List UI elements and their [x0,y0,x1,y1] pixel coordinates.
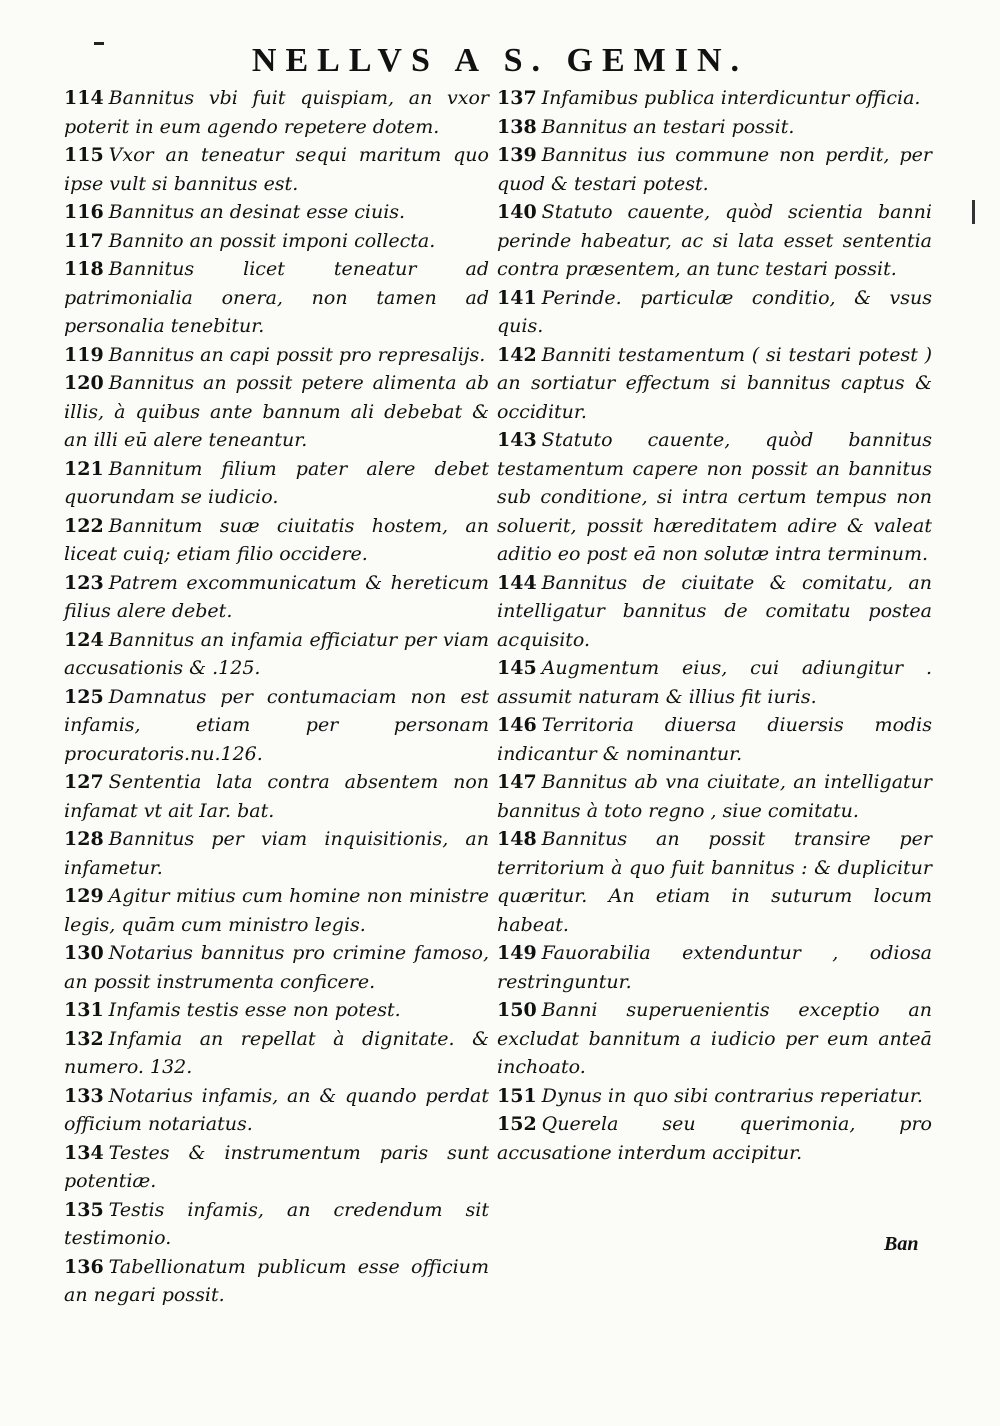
entry-text: Banni superuenientis exceptio an excludat bannitum a iudicio per eum anteā inchoato. [497,999,932,1078]
entry-text: Bannitus an capi possit pro represalijs. [108,343,486,366]
entry-text: Dynus in quo sibi contrarius reperiatur. [541,1084,923,1107]
index-entry [64,512,489,569]
entry-number: 127 [64,771,104,793]
index-entry [497,654,932,711]
entry-text: Infamis testis esse non potest. [108,999,401,1021]
entry-text: Infamia an repellat à dignitate. & numero. 132. [64,1027,489,1078]
entry-text: Augmentum eius, cui adiungitur . assumit naturam & illius fit iuris. [497,657,932,708]
entry-text: Bannitus licet teneatur ad patrimonialia onera, non tamen ad personalia tenebitur. [64,258,489,337]
entry-number: 152 [497,1113,537,1135]
entry-number: 122 [64,514,104,537]
entry-number: 151 [497,1084,537,1107]
entry-number: 116 [64,201,104,223]
entry-number: 131 [64,999,104,1021]
entry-text: Bannitum suæ ciuitatis hostem, an liceat cuiq; etiam filio occidere. [64,514,489,565]
entry-number: 133 [64,1084,104,1107]
entry-text: Querela seu querimonia, pro accusatione interdum accipitur. [497,1113,932,1164]
entry-text: Bannitus an desinat esse ciuis. [108,201,406,223]
entry-number: 120 [64,372,104,394]
index-entry [64,825,489,882]
index-entry [497,825,932,939]
index-entry [497,996,932,1082]
entry-number: 130 [64,942,104,964]
entry-text: Bannitus vbi fuit quispiam, an vxor poterit in eum agendo repetere dotem. [64,87,489,138]
entry-number: 146 [497,714,537,736]
entry-number: 132 [64,1027,104,1050]
index-entry [64,569,489,626]
entry-text: Bannitus an possit petere alimenta ab illis, à quibus ante bannum ali debebat & an illi eū alere teneantur. [64,372,489,451]
entry-number: 114 [64,87,104,109]
entry-number: 147 [497,771,537,793]
entry-text: Sententia lata contra absentem non infamat vt ait Iar. bat. [64,771,489,822]
entry-number: 129 [64,885,104,907]
entry-number: 139 [497,144,537,166]
entry-text: Bannitum filium pater alere debet quorundam se iudicio. [64,457,489,508]
entry-text: Bannitus an possit transire per territorium à quo fuit bannitus : & duplicitur quæritur. An etiam in suturum locum habeat. [497,828,932,936]
entry-text: Testes & instrumentum paris sunt potentiæ. [64,1141,489,1192]
entry-text: Patrem excommunicatum & hereticum filius alere debet. [64,571,489,622]
entry-text: Damnatus per contumaciam non est infamis, etiam per personam procuratoris.nu.126. [64,685,489,765]
entry-text: Fauorabilia extenduntur , odiosa restringuntur. [497,942,932,993]
entry-number: 142 [497,343,537,366]
entry-number: 149 [497,942,537,964]
index-entry [64,141,489,198]
index-entry [497,426,932,569]
entry-text: Bannito an possit imponi collecta. [108,229,436,252]
index-entry [64,683,489,769]
running-header: NELLVS A S. GEMIN. [251,42,749,79]
entry-text: Statuto cauente, quòd scientia banni perinde habeatur, ac si lata esset sententia contra præsentem, an tunc testari possit. [497,201,932,280]
entry-number: 148 [497,828,537,850]
entry-number: 134 [64,1141,104,1164]
margin-mark [972,200,975,224]
entry-text: Bannitus de ciuitate & comitatu, an intelligatur bannitus de comitatu postea acquisito. [497,571,932,651]
index-entry [64,939,489,996]
entry-text: Perinde. particulæ conditio, & vsus quis. [497,286,932,337]
index-entry [64,227,489,256]
entry-text: Testis infamis, an credendum sit testimonio. [64,1198,489,1249]
index-entry [497,341,932,427]
index-entry [497,198,932,284]
entry-number: 115 [64,144,104,166]
entry-number: 118 [64,258,104,280]
index-entry [497,113,932,142]
index-entry [64,1196,489,1253]
entry-number: 136 [64,1255,104,1278]
index-entry [64,255,489,341]
index-entry [497,141,932,198]
entry-text: Vxor an teneatur sequi maritum quo ipse vult si bannitus est. [64,144,489,195]
entry-text: Bannitus ius commune non perdit, per quod & testari potest. [497,144,932,195]
entry-number: 143 [497,429,537,451]
index-entry [64,768,489,825]
index-entry [64,341,489,370]
index-entry [64,198,489,227]
index-entry [64,882,489,939]
index-entry [64,1139,489,1196]
right-column [497,84,932,1167]
index-entry [497,939,932,996]
entry-number: 150 [497,999,537,1021]
catchword: Ban [884,1233,919,1255]
entry-number: 137 [497,87,537,109]
entry-text: Banniti testamentum ( si testari potest ) an sortiatur effectum si bannitus captus & occiditur. [497,343,932,423]
index-entry [64,1025,489,1082]
index-entry [64,84,489,141]
entry-text: Agitur mitius cum homine non ministre legis, quām cum ministro legis. [64,885,489,936]
entry-text: Bannitus an testari possit. [541,115,795,138]
entry-number: 121 [64,457,104,480]
index-entry [497,569,932,655]
entry-number: 140 [497,201,537,223]
entry-text: Infamibus publica interdicuntur officia. [541,87,921,109]
index-entry [497,84,932,113]
entry-text: Notarius infamis, an & quando perdat officium notariatus. [64,1084,489,1135]
entry-number: 144 [497,571,537,594]
index-entry [64,1253,489,1310]
index-entry [64,369,489,455]
index-entry [64,626,489,683]
entry-number: 125 [64,685,104,708]
entry-number: 123 [64,571,104,594]
entry-number: 119 [64,343,104,366]
entry-number: 145 [497,657,537,679]
entry-text: Statuto cauente, quòd bannitus testamentum capere non possit an bannitus sub conditione, si intra certum tempus non soluerit, possit hæreditatem adire & valeat aditio eo post eā non solutæ intra terminum. [497,429,932,565]
index-entry [64,996,489,1025]
index-entry [497,768,932,825]
entry-number: 135 [64,1198,104,1221]
entry-text: Territoria diuersa diuersis modis indicantur & nominantur. [497,714,932,765]
index-entry [497,1110,932,1167]
entry-text: Tabellionatum publicum esse officium an negari possit. [64,1255,489,1306]
index-entry [497,284,932,341]
entry-number: 141 [497,286,537,309]
index-entry [64,455,489,512]
entry-number: 128 [64,828,104,850]
entry-text: Bannitus ab vna ciuitate, an intelligatur bannitus à toto regno , siue comitatu. [497,771,932,822]
left-column [64,84,489,1310]
index-entry [497,711,932,768]
entry-number: 117 [64,229,104,252]
index-entry [64,1082,489,1139]
entry-number: 138 [497,115,537,138]
entry-text: Bannitus an infamia efficiatur per viam accusationis & .125. [64,628,489,679]
index-entry [497,1082,932,1111]
entry-text: Notarius bannitus pro crimine famoso, an possit instrumenta conficere. [64,942,489,993]
entry-number: 124 [64,628,104,651]
entry-text: Bannitus per viam inquisitionis, an infametur. [64,828,489,879]
